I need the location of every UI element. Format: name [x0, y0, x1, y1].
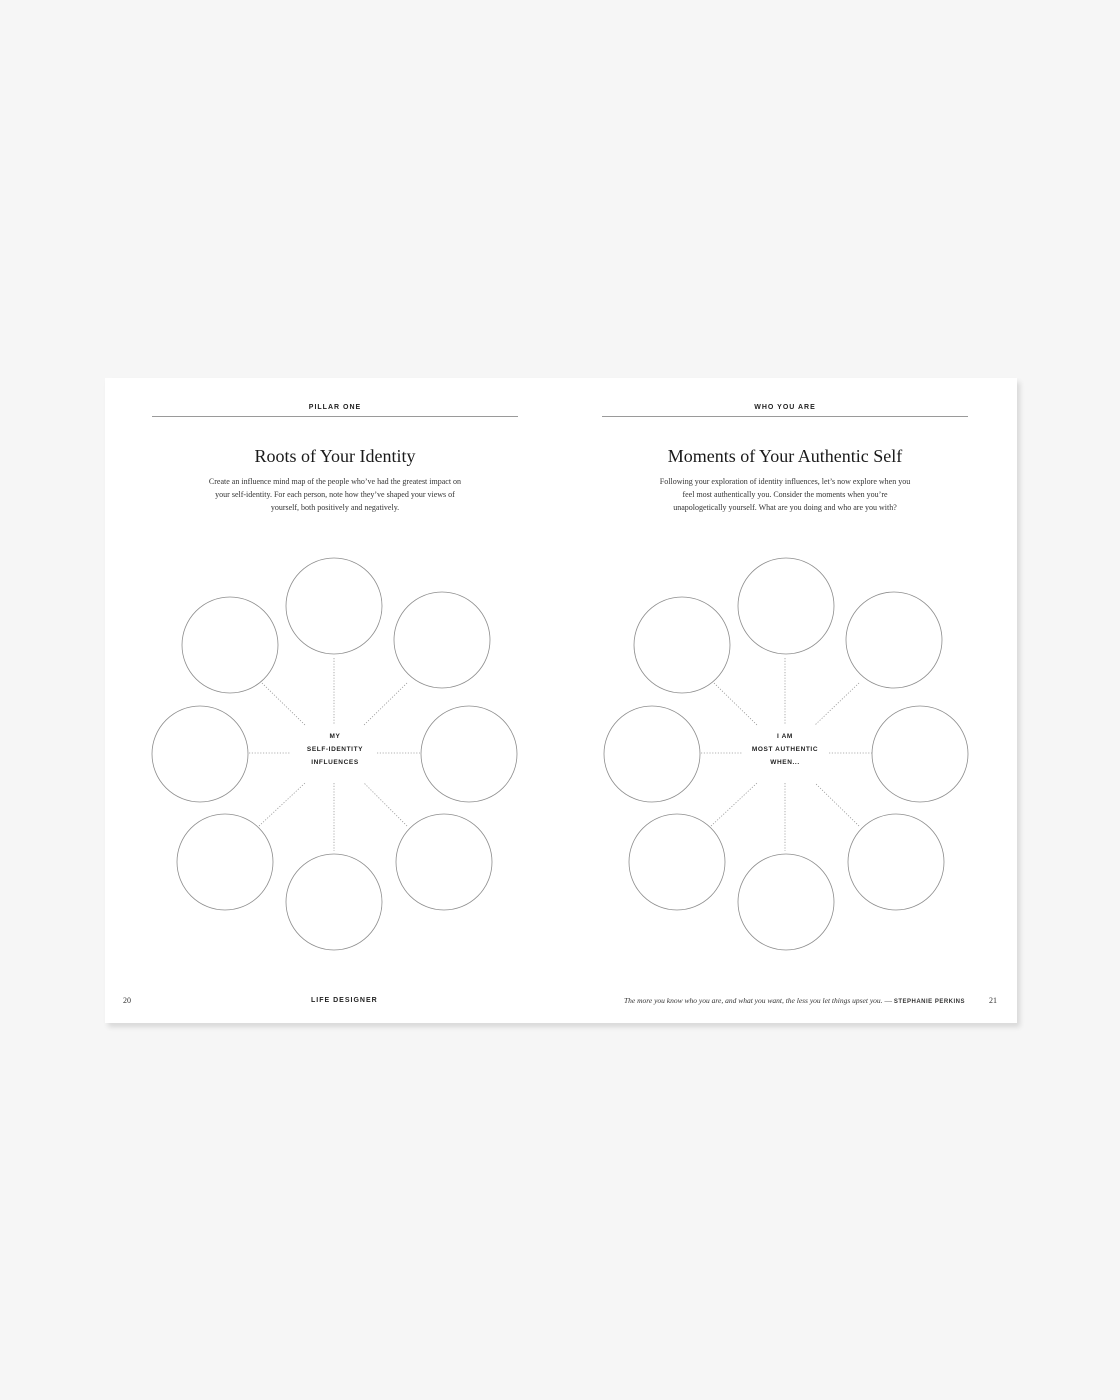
connector-line — [364, 683, 407, 725]
center-label-line: SELF-IDENTITY — [306, 746, 364, 753]
mind-map-bubble — [738, 854, 834, 950]
running-head: PILLAR ONE — [308, 404, 362, 411]
mind-map-bubble — [634, 597, 730, 693]
quote-dash: — — [882, 996, 894, 1005]
book-title-footer: LIFE DESIGNER — [311, 997, 378, 1004]
connector-line — [815, 783, 859, 826]
page-title: Moments of Your Authentic Self — [667, 446, 903, 466]
page-number: 21 — [989, 996, 997, 1005]
page-number: 20 — [123, 996, 131, 1005]
center-label-line: WHEN... — [770, 759, 800, 766]
connector-line — [714, 683, 757, 725]
page-title: Roots of Your Identity — [254, 446, 416, 466]
connector-line — [711, 783, 757, 826]
header-rule — [152, 416, 518, 417]
mind-map-bubble — [846, 592, 942, 688]
page-description: Following your exploration of identity influences, let’s now explore when you feel most authentically you. Consider the moments when you’re unapologetically yourself. What are you doing and who are you with? — [659, 477, 911, 512]
footer-quote — [624, 996, 965, 1005]
mind-map-bubble — [629, 814, 725, 910]
quote-text: The more you know who you are, and what you want, the less you let things upset you. — [623, 996, 883, 1005]
mind-map-bubble — [738, 558, 834, 654]
mind-map-bubble — [182, 597, 278, 693]
connector-line — [262, 683, 305, 725]
center-label-line: MOST AUTHENTIC — [751, 746, 819, 753]
mind-map-bubble — [872, 706, 968, 802]
page-description: Create an influence mind map of the people who’ve had the greatest impact on your self-identity. For each person, note how they’ve shaped your views of yourself, both positively and negatively. — [208, 477, 462, 512]
header-rule — [602, 416, 968, 417]
mind-map-bubble — [286, 558, 382, 654]
connector-line — [815, 683, 859, 725]
mind-map-center-label — [275, 730, 395, 769]
book-spread — [105, 378, 1017, 1023]
running-head: WHO YOU ARE — [754, 404, 816, 411]
mind-map-bubble — [604, 706, 700, 802]
mind-map-center-label — [725, 730, 845, 769]
right-page — [561, 378, 1017, 1023]
mind-map-bubble — [286, 854, 382, 950]
mind-map-bubble — [152, 706, 248, 802]
left-page — [105, 378, 561, 1023]
mind-map-bubble — [177, 814, 273, 910]
mind-map-bubble — [848, 814, 944, 910]
connector-line — [259, 783, 305, 826]
connector-line — [364, 783, 407, 826]
mind-map-bubble — [396, 814, 492, 910]
center-label-line: I AM — [777, 733, 793, 740]
mind-map-bubble — [421, 706, 517, 802]
center-label-line: MY — [329, 733, 341, 740]
mind-map-bubble — [394, 592, 490, 688]
quote-author: STEPHANIE PERKINS — [893, 999, 965, 1005]
center-label-line: INFLUENCES — [311, 759, 359, 766]
